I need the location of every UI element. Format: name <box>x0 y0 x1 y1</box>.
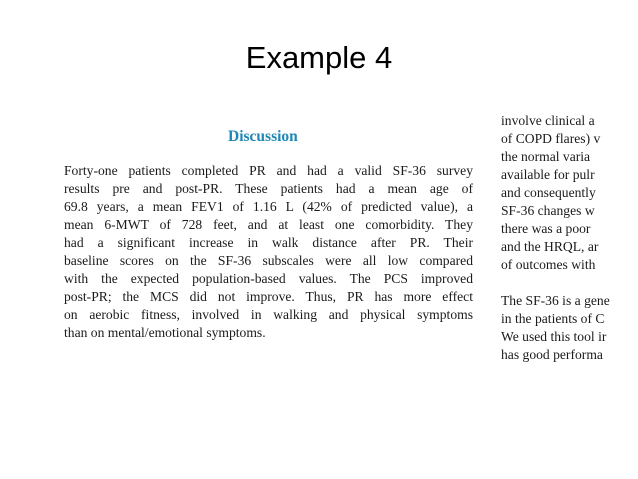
text-line: available for pulr <box>501 167 595 182</box>
text-line: mean 6-MWT of 728 feet, and at least one comorbidity. They <box>64 217 473 232</box>
paper-excerpt-right <box>497 110 638 365</box>
text-line: had a significant increase in walk distance after PR. Their <box>64 235 473 250</box>
text-line: has good performa <box>501 347 603 362</box>
text-line: on aerobic fitness, involved in walking and physical symptoms <box>64 307 473 322</box>
text-line: post-PR; the MCS did not improve. Thus, PR has more effect <box>64 289 473 304</box>
text-line: involve clinical a <box>501 113 595 128</box>
text-line: of outcomes with <box>501 257 596 272</box>
text-line: the normal varia <box>501 149 591 164</box>
text-line: baseline scores on the SF-36 subscales were all low compared <box>64 253 473 268</box>
discussion-heading: Discussion <box>228 128 298 145</box>
text-line: than on mental/emotional symptoms. <box>64 325 266 340</box>
text-line: with the expected population-based values. The PCS improved <box>64 271 473 286</box>
slide-title: Example 4 <box>245 40 393 75</box>
text-line: of COPD flares) v <box>501 131 601 146</box>
text-line: and consequently <box>501 185 596 200</box>
text-line: We used this tool ir <box>501 329 607 344</box>
paper-excerpt-left <box>60 110 480 365</box>
text-line: The SF-36 is a gene <box>501 293 610 308</box>
text-line: results pre and post-PR. These patients had a mean age of <box>64 181 473 196</box>
text-line: and the HRQL, ar <box>501 239 599 254</box>
text-line: there was a poor <box>501 221 591 236</box>
text-line: Forty-one patients completed PR and had a valid SF-36 survey <box>64 163 473 178</box>
text-line: in the patients of C <box>501 311 605 326</box>
text-line: SF-36 changes w <box>501 203 595 218</box>
text-line: 69.8 years, a mean FEV1 of 1.16 L (42% of predicted value), a <box>64 199 473 214</box>
